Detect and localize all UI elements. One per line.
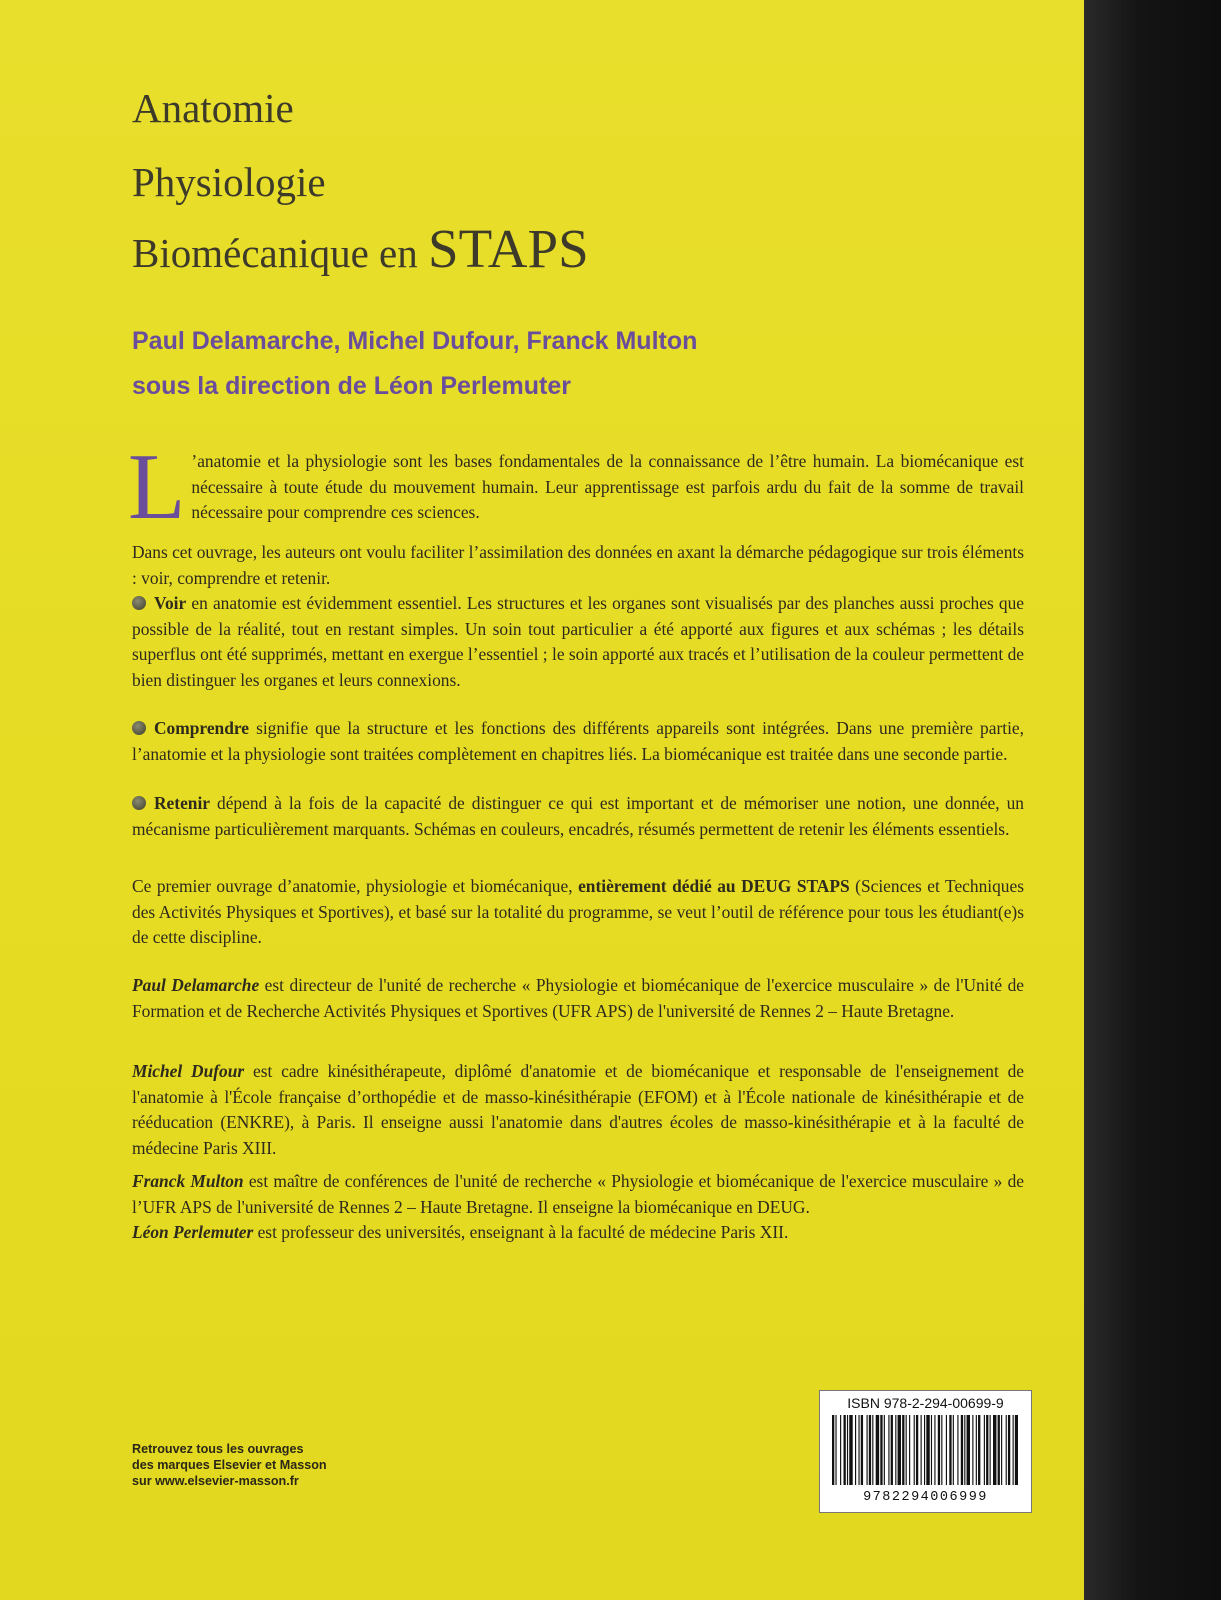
premier-ouvrage-bold: entièrement dédié au DEUG STAPS [578, 876, 850, 896]
bullet-text: en anatomie est évidemment essentiel. Les structures et les organes sont visualisés par des planches aussi proches que possible de la réalité, tout en restant simples. Un soin tout particulier a été apporté aux figures et aux schémas ; les détails superflus ont été supprimés, mettant en exergue l’essentiel ; le soin apporté aux tracés et l’utilisation de la couleur permettent de bien distinguer les organes et leurs connexions. [132, 593, 1024, 690]
footer-line-2: des marques Elsevier et Masson [132, 1458, 327, 1472]
bullet-term: Comprendre [154, 718, 250, 738]
bullet-retenir [132, 791, 1024, 842]
authors-line: Paul Delamarche, Michel Dufour, Franck Multon [132, 327, 698, 355]
bio-text: est professeur des universités, enseignant à la faculté de médecine Paris XII. [253, 1222, 789, 1242]
bio-delamarche [132, 973, 1024, 1024]
bullet-text: dépend à la fois de la capacité de distinguer ce qui est important et de mémoriser une notion, une donnée, un mécanisme particulièrement marquants. Schémas en couleurs, encadrés, résumés permettent de retenir les éléments essentiels. [132, 793, 1024, 839]
bullet-term: Voir [154, 593, 187, 613]
bullet-text: signifie que la structure et les fonctions des différents appareils sont intégrées. Dans une première partie, l’anatomie et la physiologie sont traitées complètement en chapitres liés. La biomécanique est traitée dans une seconde partie. [132, 718, 1024, 764]
title-anatomie: Anatomie [132, 85, 294, 131]
book-spine-edge [1084, 0, 1221, 1600]
direction-line: sous la direction de Léon Perlemuter [132, 372, 572, 400]
bullet-dot-icon [132, 596, 146, 610]
bio-text: est cadre kinésithérapeute, diplômé d'anatomie et de biomécanique et responsable de l'enseignement de l'anatomie à l'École française d’orthopédie et de masso-kinésithérapie (EFOM) et à l'École nationale de kinésithérapie et de rééducation (ENKRE), à Paris. Il enseigne aussi l'anatomie dans d'autres écoles de masso-kinésithérapie et à la faculté de médecine Paris XIII. [132, 1061, 1024, 1158]
intro-paragraph [128, 435, 1024, 539]
premier-ouvrage-after: (Sciences et Techniques des Activités Physiques et Sportives), et basé sur la totalité du programme, se veut l’outil de référence pour tous les étudiant(e)s de cette discipline. [132, 876, 1024, 948]
premier-ouvrage-before: Ce premier ouvrage d’anatomie, physiologie et biomécanique, [132, 876, 579, 896]
dans-cet-ouvrage-paragraph: Dans cet ouvrage, les auteurs ont voulu faciliter l’assimilation des données en axant la démarche pédagogique sur trois éléments : voir, comprendre et retenir. [132, 542, 1024, 588]
bio-name: Franck Multon [132, 1171, 244, 1191]
publisher-footer [132, 1441, 327, 1489]
barcode-bars-icon [832, 1415, 1018, 1485]
footer-line-1: Retrouvez tous les ouvrages [132, 1442, 304, 1456]
title-biomecanique [132, 218, 589, 279]
premier-ouvrage-paragraph [132, 874, 1024, 951]
bullet-term: Retenir [154, 793, 211, 813]
bullet-comprendre [132, 716, 1024, 767]
footer-line-3: sur www.elsevier-masson.fr [132, 1474, 299, 1488]
title-staps: STAPS [428, 218, 589, 279]
bio-dufour [132, 1059, 1024, 1161]
isbn-label: ISBN 978-2-294-00699-9 [847, 1395, 1004, 1411]
bullet-voir [132, 591, 1024, 693]
bio-multon [132, 1169, 1024, 1220]
bio-name: Léon Perlemuter [132, 1222, 254, 1242]
intro-text: ’anatomie et la physiologie sont les bases fondamentales de la connaissance de l’être humain. La biomécanique est nécessaire à toute étude du mouvement humain. Leur apprentissage est parfois ardu du fait de la somme de travail nécessaire pour comprendre ces sciences. [191, 451, 1024, 523]
bullet-dot-icon [132, 721, 146, 735]
dropcap-letter: L [128, 435, 186, 539]
title-biomecanique-text: Biomécanique en [132, 230, 429, 276]
bio-name: Michel Dufour [132, 1061, 245, 1081]
bullet-dot-icon [132, 796, 146, 810]
barcode-digits: 9782294006999 [863, 1490, 988, 1505]
bio-text: est maître de conférences de l'unité de recherche « Physiologie et biomécanique de l'exercice musculaire » de l’UFR APS de l'université de Rennes 2 – Haute Bretagne. Il enseigne la biomécanique en DEUG. [132, 1171, 1024, 1217]
bio-name: Paul Delamarche [132, 975, 260, 995]
bio-perlemuter [132, 1220, 1024, 1246]
isbn-barcode [819, 1390, 1032, 1513]
bio-text: est directeur de l'unité de recherche « Physiologie et biomécanique de l'exercice musculaire » de l'Unité de Formation et de Recherche Activités Physiques et Sportives (UFR APS) de l'université de Rennes 2 – Haute Bretagne. [132, 975, 1024, 1021]
title-physiologie: Physiologie [132, 159, 326, 205]
